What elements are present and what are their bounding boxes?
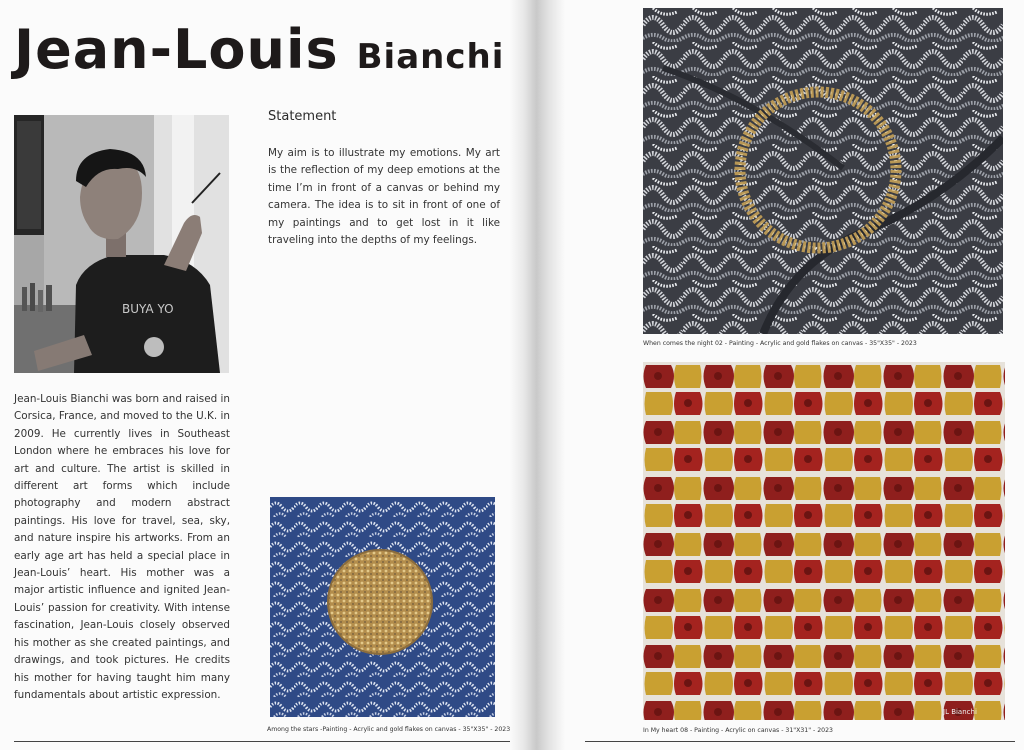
artist-first-name: Jean-Louis <box>14 18 339 81</box>
artist-biography: Jean-Louis Bianchi was born and raised in Corsica, France, and moved to the U.K. in 2009. He currently lives in Southeast London where he embraces his love for art and culture. The artist is skilled in different art forms which include photography and modern abstract paintings. His love for travel, sea, sky, and nature inspire his artworks. From an early age art has held a special place in Jean-Louis’ heart. His mother was a major artistic influence and ignited Jean-Louis’ passion for creativity. With intense fascination, Jean-Louis closely observed his mother as she created paintings, and drawings, and took pictures. He credits his mother for having taught him many fundamentals about artistic expression. <box>14 393 230 701</box>
caption-among-the-stars: Among the stars -Painting - Acrylic and gold flakes on canvas - 35"X35" - 2023 <box>267 726 511 733</box>
portrait-shirt-print: BUYA YO <box>122 302 174 316</box>
artwork-in-my-heart <box>643 362 1005 720</box>
statement-text: My aim is to illustrate my emotions. My art is the reflection of my deep emotions at the time I’m in front of a canvas or behind my camera. The idea is to sit in front of one of my paintings and to get lost in it like traveling into the depths of my feelings. <box>268 147 500 247</box>
right-footer-rule <box>585 741 1015 742</box>
caption-when-comes-the-night: When comes the night 02 - Painting - Acrylic and gold flakes on canvas - 35"X35" - 2023 <box>643 340 917 347</box>
artwork-when-comes-the-night <box>643 8 1003 334</box>
artwork-among-the-stars <box>270 497 495 717</box>
artist-name-title <box>14 18 504 81</box>
right-page <box>565 0 1024 750</box>
caption-in-my-heart: In My heart 08 - Painting - Acrylic on canvas - 31"X31" - 2023 <box>643 727 833 734</box>
left-footer-rule <box>14 741 519 742</box>
artist-last-name: Bianchi <box>356 37 505 77</box>
artwork-signature: JL Bianchi <box>943 708 977 716</box>
page-gutter <box>510 0 565 750</box>
artist-portrait-photo <box>14 115 229 373</box>
statement-heading: Statement <box>268 109 337 124</box>
